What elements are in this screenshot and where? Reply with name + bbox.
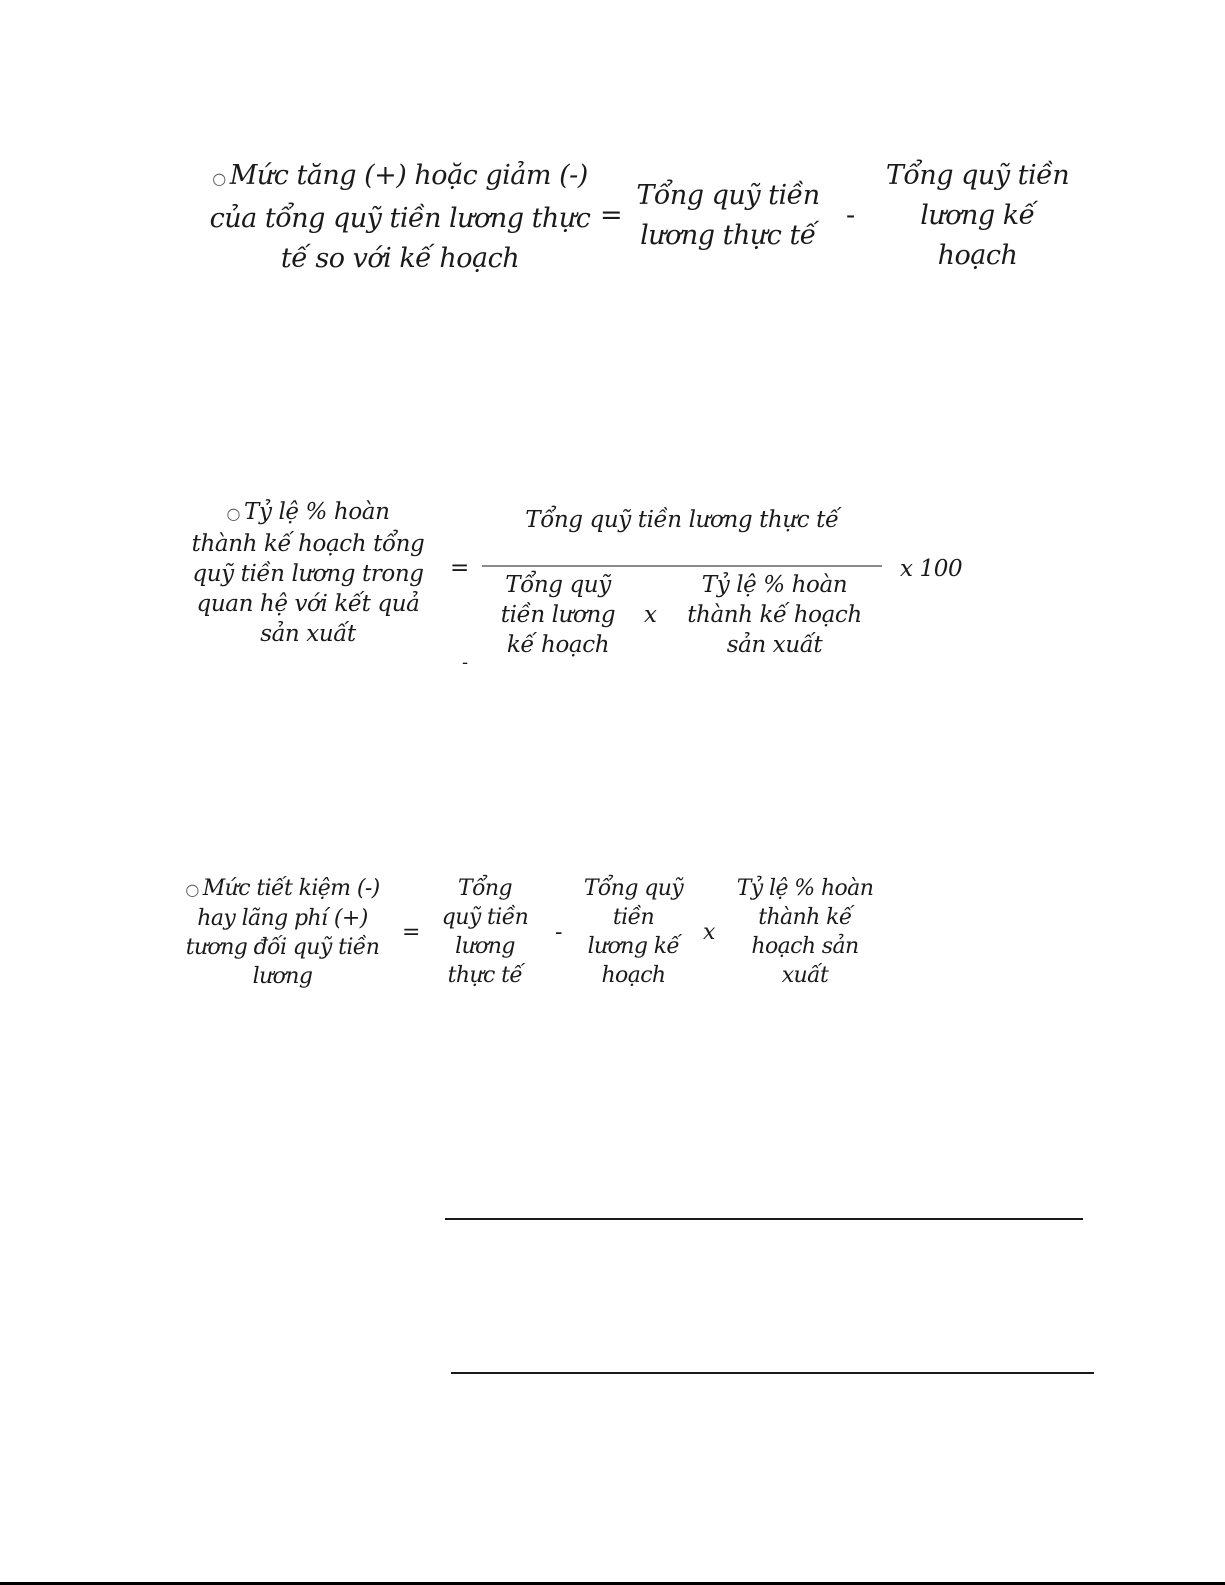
formula-3-term-plan: Tổng quỹ tiền lương kế hoạch: [583, 876, 684, 988]
formula-1-lhs: ○ Mức tăng (+) hoặc giảm (-) của tổng quỹ tiền lương thực tế so với kế hoạch: [209, 160, 591, 274]
times-sign: x: [703, 920, 715, 945]
formula-3-lhs: ○ Mức tiết kiệm (-) hay lãng phí (+) tương đối quỹ tiền lương: [185, 876, 380, 989]
times-sign: x: [644, 602, 657, 628]
formula-3-term-rate: Tỷ lệ % hoàn thành kế hoạch sản xuất: [736, 876, 874, 988]
formula-2-lhs: ○ Tỷ lệ % hoàn thành kế hoạch tổng quỹ tiền lương trong quan hệ với kết quả sản xuất: [191, 499, 425, 647]
bullet-icon: ○: [226, 504, 241, 523]
bullet-icon: ○: [185, 880, 199, 899]
fraction-bar: [482, 565, 882, 567]
formula-1-term-actual: Tổng quỹ tiền lương thực tế: [636, 180, 820, 251]
minus-sign: -: [555, 920, 562, 945]
stray-mark: -: [462, 652, 469, 673]
formula-2-denominator-left: Tổng quỹ tiền lương kế hoạch: [500, 572, 616, 658]
equals-sign: =: [450, 555, 469, 581]
formula-2-denominator-right: Tỷ lệ % hoàn thành kế hoạch sản xuất: [687, 572, 862, 658]
equals-sign: =: [402, 920, 420, 945]
formula-3-term-actual: Tổng quỹ tiền lương thực tế: [441, 876, 529, 988]
equals-sign: =: [600, 200, 623, 231]
formula-2-multiplier: x 100: [900, 556, 963, 582]
formula-2-numerator: Tổng quỹ tiền lương thực tế: [525, 507, 839, 533]
formula-1-term-plan: Tổng quỹ tiền lương kế hoạch: [885, 160, 1070, 271]
horizontal-rule-upper: [445, 1218, 1083, 1220]
horizontal-rule-lower: [451, 1372, 1094, 1374]
bullet-icon: ○: [212, 169, 226, 188]
minus-sign: -: [846, 200, 855, 231]
